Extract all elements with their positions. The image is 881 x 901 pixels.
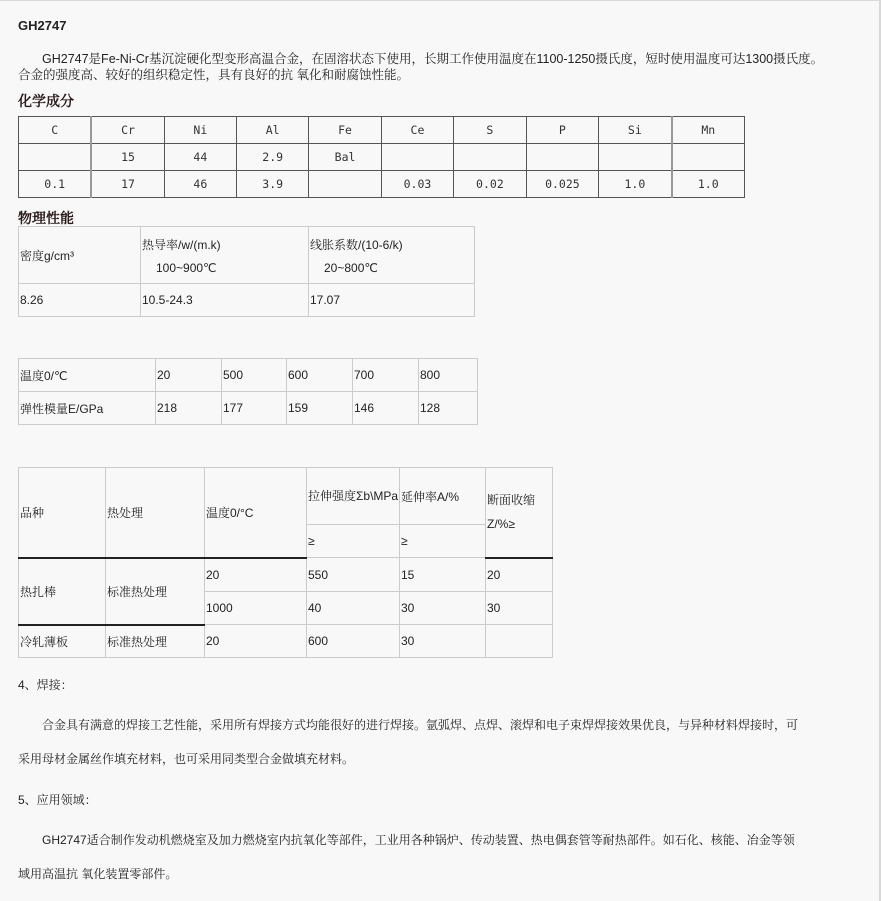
intro-line-2: 合金的强度高、较好的组织稳定性，具有良好的抗 氧化和耐腐蚀性能。: [18, 68, 409, 82]
phys-expansion-range: 20~800℃: [324, 260, 378, 275]
modulus-value-1: 218: [156, 392, 222, 425]
phys-density-value: 8.26: [19, 284, 141, 317]
chem-header-ni: Ni: [164, 117, 236, 144]
modulus-value-label: 弹性模量E/GPa: [19, 392, 156, 425]
modulus-temp-3: 600: [287, 359, 353, 392]
mech-elongation: 30: [400, 592, 486, 625]
phys-header-expansion: [309, 227, 475, 284]
modulus-value-5: 128: [419, 392, 478, 425]
application-line-2: 域用高温抗 氧化装置零部件。: [18, 867, 178, 881]
intro-line-1: GH2747是Fe-Ni-Cr基沉淀硬化型变形高温合金，在固溶状态下使用，长期工作使用温度在1100-1250摄氏度，短时使用温度可达1300摄氏度。: [42, 52, 824, 66]
modulus-temp-2: 500: [222, 359, 287, 392]
mech-tensile: 550: [307, 558, 400, 592]
application-paragraph: [18, 831, 868, 882]
chem-min-s: [454, 144, 526, 171]
chem-max-ce: 0.03: [381, 171, 453, 198]
modulus-temp-5: 800: [419, 359, 478, 392]
chem-min-cr: 15: [91, 144, 164, 171]
chem-max-fe: [309, 171, 381, 198]
mech-header-tensile: 拉伸强度Σb\MPa: [307, 468, 400, 525]
physical-table: [18, 226, 475, 317]
intro-paragraph: [18, 51, 868, 83]
welding-paragraph: [18, 716, 868, 767]
phys-conductivity-label: 热导率/w/(m.k): [142, 237, 221, 252]
mech-header-elongation-sub: ≥: [400, 525, 486, 558]
mech-header-variety: 品种: [19, 468, 106, 558]
modulus-value-row: [19, 392, 478, 425]
chem-max-al: 3.9: [236, 171, 308, 198]
chem-min-si: [599, 144, 672, 171]
mech-temp: 1000: [205, 592, 307, 625]
mech-header-tensile-sub: ≥: [307, 525, 400, 558]
chem-max-s: 0.02: [454, 171, 526, 198]
chem-max-ni: 46: [164, 171, 236, 198]
modulus-temp-row: [19, 359, 478, 392]
chem-min-c: [19, 144, 92, 171]
mech-row-cold-rolled: [19, 625, 553, 658]
chem-header-mn: Mn: [672, 117, 745, 144]
chemistry-max-row: [19, 171, 745, 198]
chem-max-si: 1.0: [599, 171, 672, 198]
welding-line-2: 采用母材金属丝作填充材料，也可采用同类型合金做填充材料。: [18, 752, 355, 766]
mech-heat-hot-rolled: 标准热处理: [106, 558, 205, 625]
chem-header-ce: Ce: [381, 117, 453, 144]
chem-min-fe: Bal: [309, 144, 381, 171]
modulus-temp-1: 20: [156, 359, 222, 392]
physical-value-row: [19, 284, 475, 317]
chem-header-p: P: [526, 117, 599, 144]
chem-header-s: S: [454, 117, 526, 144]
phys-conductivity-range: 100~900℃: [156, 260, 217, 275]
chem-min-p: [526, 144, 599, 171]
chem-min-mn: [672, 144, 745, 171]
mech-header-elongation: 延伸率A/%: [400, 468, 486, 525]
modulus-temp-label: 温度0/℃: [19, 359, 156, 392]
page-title: GH2747: [18, 18, 67, 33]
chemistry-header-row: [19, 117, 745, 144]
application-heading: 5、应用领域：: [18, 793, 97, 807]
phys-expansion-label: 线胀系数/(10-6/k): [310, 237, 403, 252]
phys-header-density: 密度g/cm³: [19, 227, 141, 284]
mech-variety-hot-rolled: 热扎棒: [19, 558, 106, 625]
mech-header-row-1: [19, 468, 553, 525]
physical-header-row: [19, 227, 475, 284]
welding-heading: 4、焊接：: [18, 678, 73, 692]
chem-header-cr: Cr: [91, 117, 164, 144]
mech-elongation: 30: [400, 625, 486, 658]
mech-tensile: 40: [307, 592, 400, 625]
chem-max-c: 0.1: [19, 171, 92, 198]
mech-header-reduction: 断面收缩Z/%≥: [486, 468, 553, 558]
mech-header-temp: 温度0/°C: [205, 468, 307, 558]
mech-header-heat: 热处理: [106, 468, 205, 558]
chem-max-p: 0.025: [526, 171, 599, 198]
mechanical-table: [18, 467, 553, 658]
mech-tensile: 600: [307, 625, 400, 658]
chem-header-si: Si: [599, 117, 672, 144]
mech-reduction: 20: [486, 558, 553, 592]
welding-line-1: 合金具有满意的焊接工艺性能，采用所有焊接方式均能很好的进行焊接。氩弧焊、点焊、滚焊和电子束焊焊接效果优良，与异种材料焊接时，可: [42, 718, 799, 732]
mech-reduction: 30: [486, 592, 553, 625]
mech-row-hot-rolled-20: [19, 558, 553, 592]
mech-temp: 20: [205, 625, 307, 658]
chem-max-cr: 17: [91, 171, 164, 198]
modulus-value-2: 177: [222, 392, 287, 425]
chem-min-ni: 44: [164, 144, 236, 171]
chem-header-al: Al: [236, 117, 308, 144]
phys-conductivity-value: 10.5-24.3: [141, 284, 309, 317]
chem-min-ce: [381, 144, 453, 171]
chemistry-min-row: [19, 144, 745, 171]
modulus-temp-4: 700: [353, 359, 419, 392]
phys-header-conductivity: [141, 227, 309, 284]
mech-elongation: 15: [400, 558, 486, 592]
chem-header-c: C: [19, 117, 92, 144]
chemistry-heading: 化学成分: [18, 93, 74, 109]
chemistry-table: [18, 116, 745, 198]
chem-min-al: 2.9: [236, 144, 308, 171]
physical-heading: 物理性能: [18, 210, 74, 226]
modulus-table: [18, 358, 478, 425]
modulus-value-4: 146: [353, 392, 419, 425]
mech-variety-cold-rolled: 冷轧薄板: [19, 625, 106, 658]
phys-expansion-value: 17.07: [309, 284, 475, 317]
chem-header-fe: Fe: [309, 117, 381, 144]
application-line-1: GH2747适合制作发动机燃烧室及加力燃烧室内抗氧化等部件，工业用各种锅炉、传动装置、热电偶套管等耐热部件。如石化、核能、冶金等领: [42, 833, 795, 847]
modulus-value-3: 159: [287, 392, 353, 425]
mech-reduction: [486, 625, 553, 658]
mech-heat-cold-rolled: 标准热处理: [106, 625, 205, 658]
mech-temp: 20: [205, 558, 307, 592]
chem-max-mn: 1.0: [672, 171, 745, 198]
